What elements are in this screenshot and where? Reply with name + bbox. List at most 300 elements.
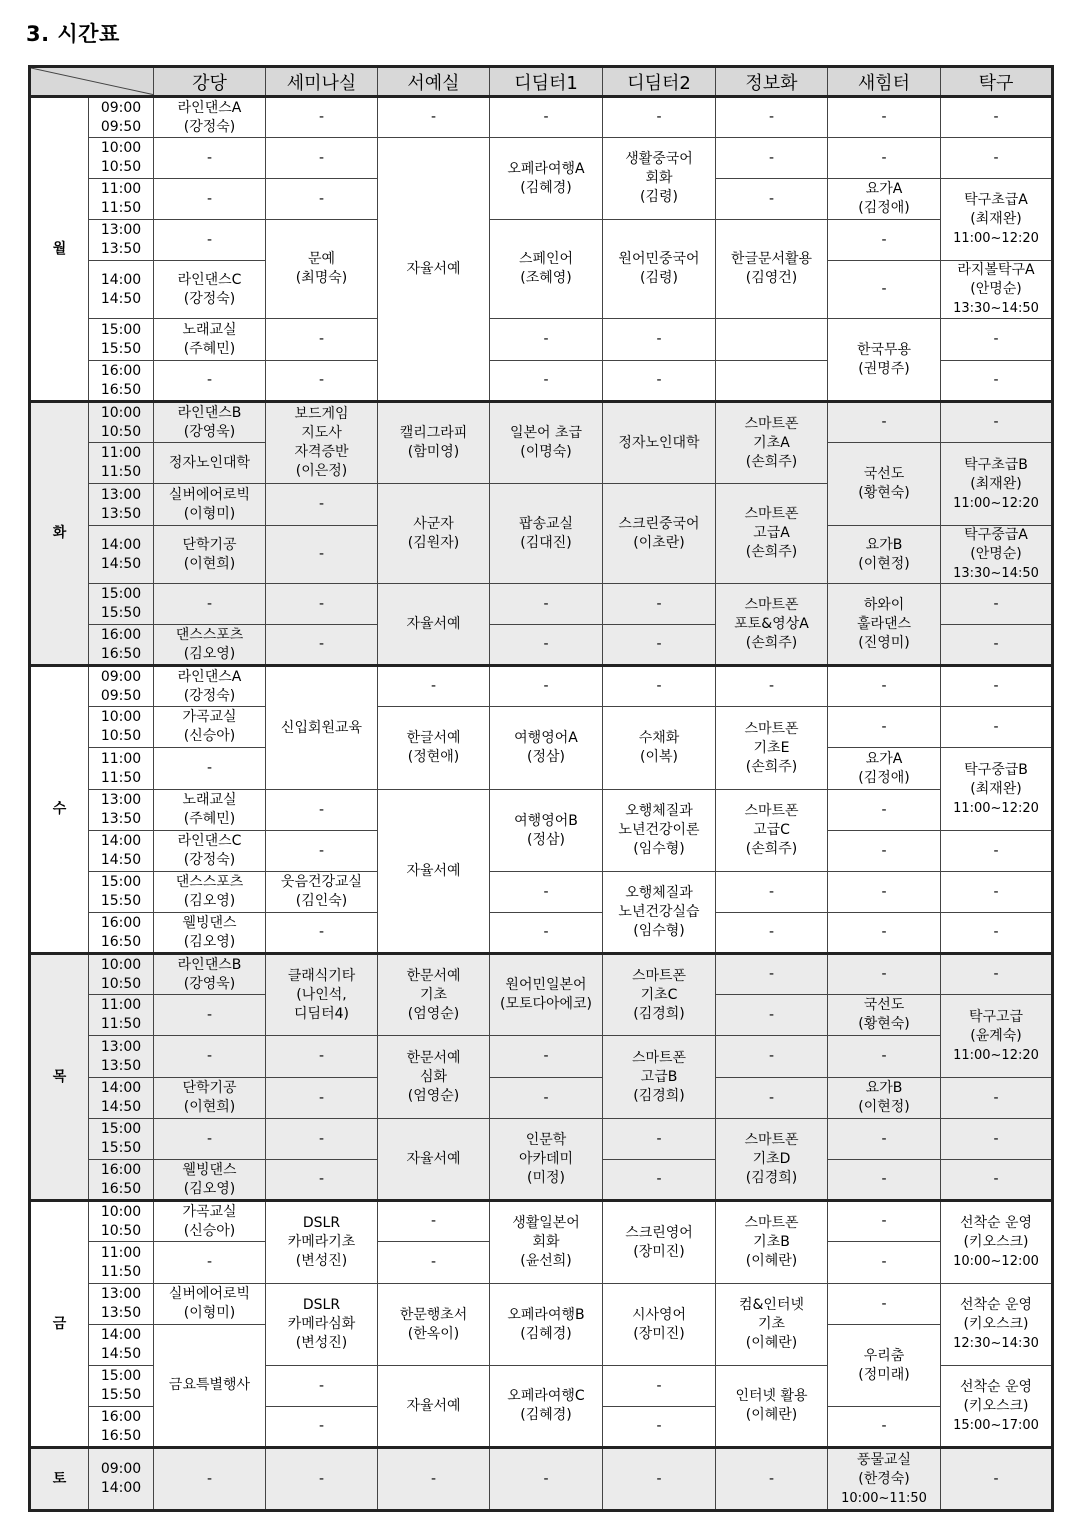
class-cell xyxy=(490,220,603,319)
empty-cell: - xyxy=(941,666,1053,707)
cell-line: (김오영) xyxy=(183,893,236,909)
time-line: 14:50 xyxy=(100,290,142,307)
timetable xyxy=(28,65,1054,1512)
time-line: 15:50 xyxy=(100,893,142,909)
time-cell xyxy=(89,831,154,872)
time-cell xyxy=(89,1036,154,1078)
cell-line: 금요특별행사 xyxy=(168,1377,251,1393)
cell-line: 훌라댄스 xyxy=(856,615,912,632)
cell-line: 기초C xyxy=(640,986,678,1003)
class-cell xyxy=(716,402,828,484)
cell-line: 원어민일본어 xyxy=(505,977,587,993)
time-line: 10:00 xyxy=(100,140,142,156)
cell-line: (키오스크) xyxy=(963,1234,1029,1250)
empty-cell: - xyxy=(490,1036,603,1078)
empty-cell: - xyxy=(378,97,490,138)
cell-line: (주혜민) xyxy=(183,811,236,827)
cell-line: 고급C xyxy=(753,822,790,838)
class-cell xyxy=(154,97,266,138)
cell-line: (강영욱) xyxy=(183,975,236,992)
cell-line: (이현희) xyxy=(183,1099,236,1115)
cell-line: 라인댄스C xyxy=(177,833,242,849)
cell-line: (최명숙) xyxy=(295,270,348,286)
class-cell xyxy=(154,872,266,913)
class-cell xyxy=(828,584,941,666)
time-cell xyxy=(89,1284,154,1325)
cell-line: (황현숙) xyxy=(858,1016,910,1032)
cell-line: (장미진) xyxy=(633,1243,685,1260)
cell-line: 인문학 xyxy=(525,1131,567,1148)
empty-cell: - xyxy=(490,1078,603,1119)
cell-line: 기초 xyxy=(757,1316,786,1332)
time-line: 13:50 xyxy=(100,505,142,522)
time-line: 09:00 xyxy=(100,1461,142,1477)
cell-line: 10:00~11:50 xyxy=(841,1490,927,1506)
class-cell xyxy=(603,138,716,220)
cell-line: 탁구초급A xyxy=(964,192,1028,208)
empty-cell: - xyxy=(828,790,941,831)
time-line: 16:50 xyxy=(100,1427,142,1444)
class-cell xyxy=(378,584,490,666)
empty-cell: - xyxy=(941,319,1053,361)
time-cell xyxy=(89,1448,154,1511)
class-cell xyxy=(154,443,266,484)
cell-line: 라인댄스A xyxy=(177,99,242,116)
class-cell xyxy=(154,707,266,748)
empty-cell: - xyxy=(603,1366,716,1407)
time-line: 10:00 xyxy=(100,709,142,725)
room-header: 강당 xyxy=(154,67,266,97)
corner-diagonal xyxy=(31,68,154,95)
cell-line: (함미영) xyxy=(407,444,460,460)
empty-cell: - xyxy=(828,1242,941,1284)
cell-line: 라인댄스C xyxy=(177,271,242,288)
cell-line: 스마트폰 xyxy=(744,506,799,522)
empty-cell: - xyxy=(603,1448,716,1511)
cell-line: (변성진) xyxy=(295,1253,348,1269)
cell-line: 자격증반 xyxy=(294,444,349,460)
page-title: 3. 시간표 xyxy=(26,22,120,46)
cell-line: 요가A xyxy=(865,181,903,197)
cell-line: 스마트폰 xyxy=(744,803,799,819)
cell-line: 생활일본어 xyxy=(512,1215,580,1231)
time-line: 16:50 xyxy=(100,933,142,950)
cell-line: (강정숙) xyxy=(183,118,236,135)
cell-line: 여행영어A xyxy=(514,730,578,746)
empty-cell: - xyxy=(490,666,603,707)
cell-line: 인터넷 활용 xyxy=(735,1388,808,1404)
cell-line: 스크린영어 xyxy=(625,1224,693,1241)
empty-cell: - xyxy=(603,1160,716,1201)
cell-line: 회화 xyxy=(645,170,673,186)
empty-cell: - xyxy=(266,790,378,831)
class-cell xyxy=(266,402,378,484)
empty-cell: - xyxy=(266,138,378,179)
cell-line: 신입회원교육 xyxy=(280,719,363,736)
cell-line: (강영욱) xyxy=(183,423,236,440)
cell-line: (엄영순) xyxy=(407,1005,460,1022)
cell-line: (손희주) xyxy=(745,453,798,470)
cell-line: 댄스스포츠 xyxy=(175,874,244,890)
cell-line: (김혜경) xyxy=(520,1325,572,1342)
class-cell xyxy=(154,666,266,707)
time-line: 14:00 xyxy=(100,1080,142,1096)
empty-cell: - xyxy=(716,872,828,913)
class-cell xyxy=(490,1284,603,1366)
cell-line: 심화 xyxy=(419,1068,448,1085)
cell-line: 사군자 xyxy=(413,515,454,532)
empty-cell: - xyxy=(154,361,266,402)
empty-cell: - xyxy=(154,179,266,220)
empty-cell: - xyxy=(828,1284,941,1325)
day-block-fri xyxy=(30,1201,1053,1448)
time-cell xyxy=(89,443,154,484)
cell-line: 스마트폰 xyxy=(631,967,687,984)
empty-cell: - xyxy=(941,97,1053,138)
time-line: 11:50 xyxy=(100,464,142,480)
cell-line: DSLR xyxy=(302,1215,341,1231)
empty-cell: - xyxy=(266,584,378,625)
class-cell xyxy=(378,1119,490,1201)
room-header: 디딤터1 xyxy=(490,67,603,97)
class-cell xyxy=(716,1366,828,1448)
cell-line: (김령) xyxy=(640,189,678,205)
cell-line: 라지볼탁구A xyxy=(957,262,1035,278)
cell-line: DSLR xyxy=(302,1297,341,1313)
time-line: 10:00 xyxy=(100,1203,142,1220)
empty-cell: - xyxy=(603,1119,716,1160)
cell-line: (진영미) xyxy=(858,634,910,651)
cell-line: 생활중국어 xyxy=(625,151,693,167)
class-cell xyxy=(716,1201,828,1284)
class-cell xyxy=(716,707,828,790)
cell-line: 11:00~12:20 xyxy=(953,495,1039,511)
empty-cell: - xyxy=(154,995,266,1036)
class-cell xyxy=(154,402,266,443)
cell-line: (윤계숙) xyxy=(970,1027,1022,1044)
empty-cell: - xyxy=(603,361,716,402)
time-line: 13:00 xyxy=(100,486,142,503)
cell-line: 10:00~12:00 xyxy=(953,1254,1039,1269)
empty-cell: - xyxy=(828,138,941,179)
time-cell xyxy=(89,1078,154,1119)
time-cell xyxy=(89,666,154,707)
cell-line: (변성진) xyxy=(295,1335,348,1351)
empty-cell: - xyxy=(603,1407,716,1448)
time-line: 14:00 xyxy=(100,271,142,288)
cell-line: (김정애) xyxy=(858,769,910,786)
empty-cell: - xyxy=(716,954,828,995)
time-line: 15:00 xyxy=(100,874,142,890)
class-cell xyxy=(603,402,716,484)
cell-line: 한글문서활용 xyxy=(730,251,813,267)
cell-line: 요가B xyxy=(865,1080,903,1096)
cell-line: 노년건강이론 xyxy=(618,822,700,838)
cell-line: 오행체질과 xyxy=(625,803,693,819)
time-cell xyxy=(89,97,154,138)
cell-line: 카메라기초 xyxy=(287,1234,356,1250)
class-cell xyxy=(716,220,828,319)
empty-cell: - xyxy=(154,220,266,261)
empty-cell: - xyxy=(266,625,378,666)
time-cell xyxy=(89,179,154,220)
time-line: 10:50 xyxy=(100,159,142,175)
time-cell xyxy=(89,1119,154,1160)
time-line: 15:50 xyxy=(100,1387,142,1403)
time-line: 09:50 xyxy=(100,687,142,704)
day-block-mon xyxy=(30,97,1053,402)
class-cell xyxy=(154,484,266,526)
cell-line: 자율서예 xyxy=(406,260,461,277)
cell-line: 클래식기타 xyxy=(287,967,356,984)
empty-cell: - xyxy=(941,872,1053,913)
empty-cell: - xyxy=(154,1448,266,1511)
cell-line: 카메라심화 xyxy=(287,1316,356,1332)
cell-line: 15:00~17:00 xyxy=(953,1417,1039,1433)
empty-cell: - xyxy=(154,1119,266,1160)
empty-cell: - xyxy=(941,625,1053,666)
cell-line: (조혜영) xyxy=(520,270,572,286)
cell-line: 요가B xyxy=(865,536,903,553)
cell-line: 기초A xyxy=(753,434,790,451)
empty-cell: - xyxy=(941,361,1053,402)
cell-line: 국선도 xyxy=(863,997,905,1013)
cell-line: (김원자) xyxy=(407,534,460,551)
cell-line: 컴&인터넷 xyxy=(738,1297,804,1313)
time-line: 13:00 xyxy=(100,1286,142,1302)
empty-cell: - xyxy=(154,1036,266,1078)
class-cell xyxy=(490,707,603,790)
time-line: 10:00 xyxy=(100,956,142,973)
time-line: 10:50 xyxy=(100,423,142,440)
time-line: 13:00 xyxy=(100,792,142,808)
cell-line: (김혜경) xyxy=(520,1407,572,1423)
cell-line: 선착순 운영 xyxy=(959,1378,1033,1395)
time-cell xyxy=(89,1201,154,1242)
time-line: 16:00 xyxy=(100,1161,142,1178)
time-line: 15:50 xyxy=(100,1140,142,1156)
class-cell xyxy=(490,402,603,484)
cell-line: (최재완) xyxy=(970,211,1022,227)
room-header: 정보화 xyxy=(716,67,828,97)
cell-line: (안명순) xyxy=(970,546,1022,562)
class-cell xyxy=(266,872,378,913)
empty-cell: - xyxy=(490,1448,603,1511)
day-label: 토 xyxy=(30,1448,89,1511)
class-cell xyxy=(154,831,266,872)
cell-line: (엄영순) xyxy=(407,1087,460,1104)
cell-line: (정삼) xyxy=(527,831,565,848)
cell-line: 댄스스포츠 xyxy=(175,626,244,643)
time-line: 11:00 xyxy=(100,997,142,1013)
cell-line: 자율서예 xyxy=(406,615,461,632)
time-line: 15:00 xyxy=(100,1121,142,1137)
cell-line: 고급B xyxy=(640,1068,678,1085)
empty-cell: - xyxy=(716,666,828,707)
time-cell xyxy=(89,913,154,954)
time-line: 11:50 xyxy=(100,200,142,216)
cell-line: 12:30~14:30 xyxy=(953,1336,1039,1351)
class-cell xyxy=(603,220,716,319)
class-cell xyxy=(828,1078,941,1119)
cell-line: (안명순) xyxy=(970,281,1022,297)
time-line: 14:50 xyxy=(100,852,142,868)
empty-cell: - xyxy=(828,1160,941,1201)
empty-cell: - xyxy=(828,707,941,748)
time-line: 15:50 xyxy=(100,340,142,357)
class-cell xyxy=(154,790,266,831)
time-cell xyxy=(89,361,154,402)
cell-line: 단학기공 xyxy=(182,536,237,553)
class-cell xyxy=(266,666,378,790)
cell-line: 아카데미 xyxy=(518,1150,574,1167)
empty-cell: - xyxy=(154,584,266,625)
class-cell xyxy=(828,1448,941,1511)
cell-line: (강정숙) xyxy=(183,290,236,307)
cell-line: (장미진) xyxy=(633,1325,685,1342)
class-cell xyxy=(490,1119,603,1201)
day-label: 화 xyxy=(30,402,89,666)
cell-line: 스마트폰 xyxy=(744,415,799,432)
class-cell xyxy=(941,526,1053,584)
class-cell xyxy=(266,1201,378,1284)
cell-line: (권명주) xyxy=(858,360,910,377)
empty-cell: - xyxy=(828,1036,941,1078)
cell-line: (이초란) xyxy=(633,534,685,551)
cell-line: (이은정) xyxy=(295,463,348,479)
class-cell xyxy=(154,1284,266,1325)
cell-line: 오행체질과 xyxy=(625,884,693,901)
cell-line: 선착순 운영 xyxy=(959,1215,1033,1231)
cell-line: 포토&영상A xyxy=(734,615,809,632)
empty-cell: - xyxy=(490,913,603,954)
time-line: 10:50 xyxy=(100,975,142,992)
day-block-sat xyxy=(30,1448,1053,1511)
empty-cell: - xyxy=(490,872,603,913)
empty-cell: - xyxy=(716,138,828,179)
cell-line: 하와이 xyxy=(863,596,905,613)
empty-cell: - xyxy=(490,361,603,402)
class-cell xyxy=(154,1078,266,1119)
cell-line: (김경희) xyxy=(745,1169,798,1186)
cell-line: 스마트폰 xyxy=(744,1131,799,1148)
class-cell xyxy=(378,1284,490,1366)
time-line: 09:00 xyxy=(100,99,142,116)
day-label: 수 xyxy=(30,666,89,954)
class-cell xyxy=(490,1201,603,1284)
cell-line: 웰빙댄스 xyxy=(182,914,237,931)
empty-cell: - xyxy=(828,261,941,319)
cell-line: (임수형) xyxy=(633,841,685,857)
cell-line: 고급A xyxy=(753,525,790,541)
class-cell xyxy=(828,319,941,402)
cell-line: 수채화 xyxy=(638,730,680,746)
cell-line: (이명숙) xyxy=(520,444,572,460)
class-cell xyxy=(490,1366,603,1448)
time-cell xyxy=(89,1242,154,1284)
empty-cell: - xyxy=(716,995,828,1036)
empty-cell: - xyxy=(266,1366,378,1407)
class-cell xyxy=(828,995,941,1036)
time-line: 13:50 xyxy=(100,241,142,257)
empty-cell: - xyxy=(603,584,716,625)
header-row xyxy=(30,67,1053,97)
time-cell xyxy=(89,1325,154,1366)
cell-line: (신승아) xyxy=(183,728,236,744)
cell-line: (이형미) xyxy=(183,505,236,522)
empty-cell: - xyxy=(941,1078,1053,1119)
class-cell xyxy=(154,526,266,584)
empty-cell: - xyxy=(378,666,490,707)
time-line: 14:00 xyxy=(100,1327,142,1343)
class-cell xyxy=(603,1284,716,1366)
cell-line: (신승아) xyxy=(183,1222,236,1239)
time-line: 16:50 xyxy=(100,645,142,662)
empty-cell: - xyxy=(716,179,828,220)
cell-line: 보드게임 xyxy=(294,406,349,422)
cell-line: (이형미) xyxy=(183,1305,236,1321)
empty-cell: - xyxy=(828,954,941,995)
cell-line: (손희주) xyxy=(745,634,798,651)
class-cell xyxy=(828,443,941,526)
cell-line: 한문행초서 xyxy=(399,1306,468,1323)
empty-cell: - xyxy=(603,319,716,361)
class-cell xyxy=(154,261,266,319)
empty-cell: - xyxy=(378,1242,490,1284)
cell-line: (이혜란) xyxy=(745,1407,798,1423)
blank-cell xyxy=(716,319,828,361)
time-line: 11:50 xyxy=(100,1263,142,1280)
cell-line: 오페라여행B xyxy=(507,1306,585,1323)
room-header: 새힘터 xyxy=(828,67,941,97)
cell-line: 원어민중국어 xyxy=(618,251,700,267)
class-cell xyxy=(716,1284,828,1366)
empty-cell: - xyxy=(828,1407,941,1448)
empty-cell: - xyxy=(154,1242,266,1284)
time-line: 10:50 xyxy=(100,1222,142,1239)
time-cell xyxy=(89,526,154,584)
class-cell xyxy=(828,1325,941,1407)
cell-line: 라인댄스B xyxy=(177,956,242,973)
class-cell xyxy=(716,484,828,584)
time-cell xyxy=(89,1366,154,1407)
room-header: 서예실 xyxy=(378,67,490,97)
time-cell xyxy=(89,402,154,443)
empty-cell: - xyxy=(941,913,1053,954)
cell-line: (김영건) xyxy=(745,270,798,286)
cell-line: (황현숙) xyxy=(858,485,910,501)
class-cell xyxy=(941,1366,1053,1448)
class-cell xyxy=(603,707,716,790)
time-cell xyxy=(89,995,154,1036)
empty-cell: - xyxy=(266,1078,378,1119)
time-line: 15:50 xyxy=(100,605,142,621)
cell-line: (김정애) xyxy=(858,200,910,216)
cell-line: (이현정) xyxy=(858,555,910,572)
class-cell xyxy=(266,220,378,319)
time-line: 14:00 xyxy=(100,536,142,553)
cell-line: (한옥이) xyxy=(407,1325,460,1342)
empty-cell: - xyxy=(266,179,378,220)
class-cell xyxy=(490,954,603,1036)
cell-line: (손희주) xyxy=(745,758,798,775)
time-line: 16:50 xyxy=(100,1180,142,1197)
empty-cell: - xyxy=(716,1036,828,1078)
empty-cell: - xyxy=(828,220,941,261)
cell-line: (이현희) xyxy=(183,555,236,572)
empty-cell: - xyxy=(266,484,378,526)
class-cell xyxy=(490,138,603,220)
